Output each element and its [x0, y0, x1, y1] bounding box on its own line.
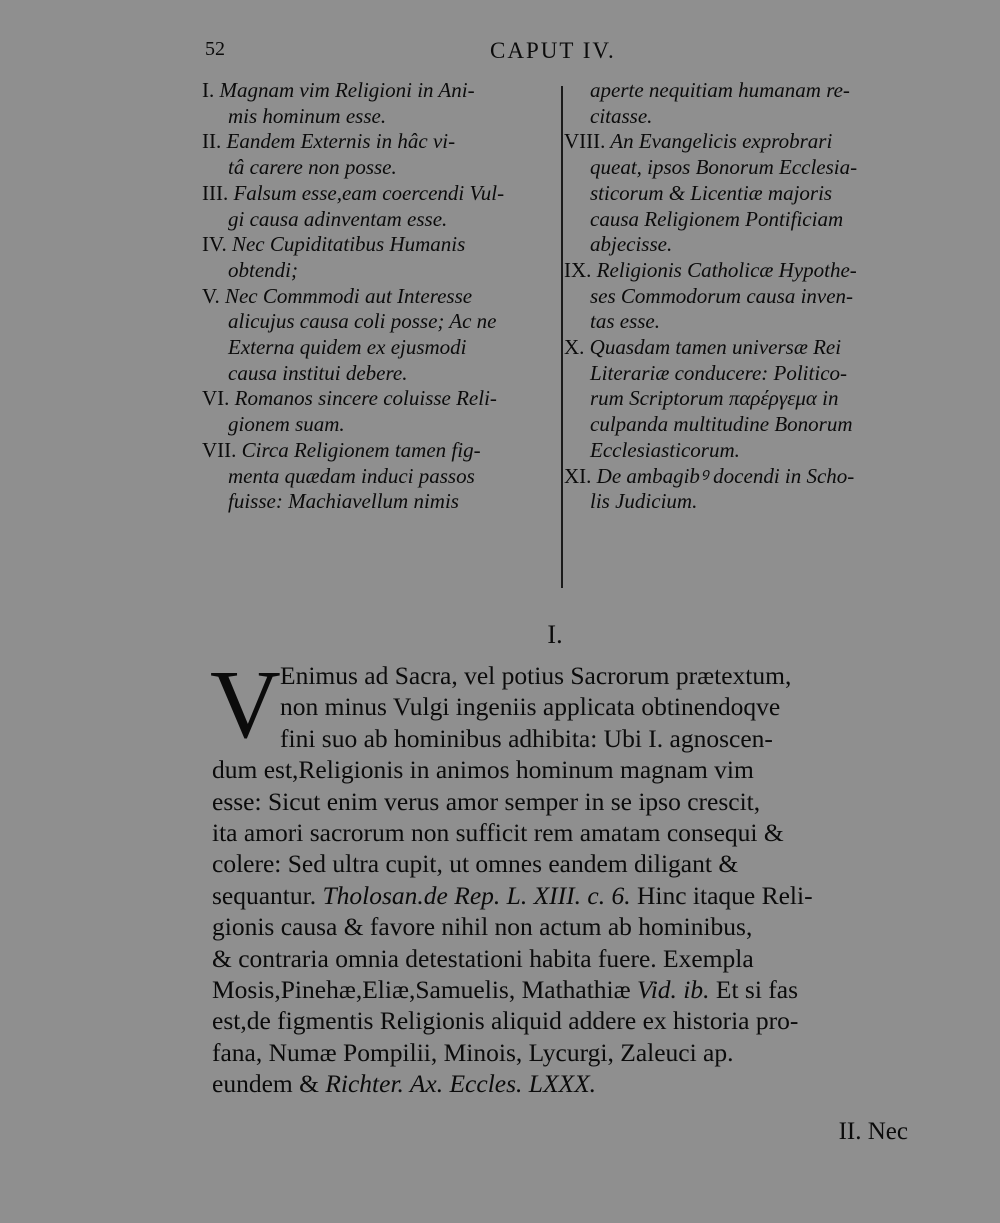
body-line: & contraria omnia detestationi habita fuere. Exempla: [212, 943, 754, 973]
body-line: dum est,Religionis in animos hominum magnam vim: [212, 755, 754, 785]
summary-line-text: mis hominum esse.: [228, 103, 387, 128]
summary-line-text: citasse.: [590, 103, 653, 128]
summary-item: [564, 129, 914, 258]
summary-line: [202, 489, 557, 515]
summary-item: [202, 181, 557, 232]
summary-line-text: Externa quidem ex ejusmodi: [228, 335, 467, 360]
summary-line-text: alicujus causa coli posse; Ac ne: [228, 309, 497, 334]
citation-reference: Vid. ib.: [637, 974, 710, 1004]
summary-line-text: gionem suam.: [228, 412, 345, 437]
body-line: fana, Numæ Pompilii, Minois, Lycurgi, Zaleuci ap.: [212, 1037, 734, 1067]
body-line: esse: Sicut enim verus amor semper in se ipso crescit,: [212, 786, 761, 816]
summary-line: [202, 181, 557, 207]
summary-line: [564, 258, 914, 284]
summary-line: [202, 386, 557, 412]
body-line-end: Et si fas: [709, 974, 799, 1004]
body-line: [212, 880, 912, 911]
summary-line: [564, 464, 914, 490]
summary-item: [564, 78, 914, 129]
summary-line-text: De ambagibꝰ docendi in Scho-: [596, 463, 855, 488]
summary-item-number: IX.: [564, 257, 592, 282]
summary-line: [202, 232, 557, 258]
body-line-start: sequantur.: [212, 880, 317, 910]
summary-line: [564, 489, 914, 515]
body-line: [212, 974, 912, 1005]
body-line: fini suo ab hominibus adhibita: Ubi I. agnoscen-: [280, 723, 773, 753]
summary-item-number: VII.: [202, 437, 237, 462]
summary-item: [202, 386, 557, 437]
summary-line-text: menta quædam induci passos: [228, 463, 475, 488]
summary-line-text: causa institui debere.: [228, 360, 408, 385]
summary-item: [202, 438, 557, 515]
summary-line: [564, 78, 914, 104]
summary-line-text: Religionis Catholicæ Hypothe-: [596, 257, 857, 282]
summary-line: [202, 464, 557, 490]
summary-line-text: abjecisse.: [590, 232, 673, 257]
summary-line-text: Eandem Externis in hâc vi-: [226, 129, 456, 154]
summary-line: [202, 78, 557, 104]
summary-line-text: sticorum & Licentiæ majoris: [590, 180, 833, 205]
body-line-start: Mosis,Pinehæ,Eliæ,Samuelis, Mathathiæ: [212, 974, 631, 1004]
summary-line: [564, 181, 914, 207]
summary-line-text: Quasdam tamen universæ Rei: [589, 335, 842, 360]
chapter-summary: [202, 78, 922, 598]
summary-line: [564, 335, 914, 361]
summary-line: [202, 104, 557, 130]
summary-item: [564, 258, 914, 335]
drop-cap: V: [210, 651, 281, 759]
summary-line-text: Magnam vim Religioni in Ani-: [219, 78, 475, 102]
body-line: est,de figmentis Religionis aliquid addere ex historia pro-: [212, 1006, 799, 1036]
summary-line: [202, 438, 557, 464]
summary-line: [202, 335, 557, 361]
summary-item-number: VIII.: [564, 129, 606, 154]
summary-line-text: An Evangelicis exprobrari: [610, 129, 833, 154]
catchword: II. Nec: [838, 1118, 908, 1145]
summary-line: [564, 129, 914, 155]
summary-line: [564, 232, 914, 258]
summary-line-text: lis Judicium.: [590, 489, 698, 514]
summary-item: [202, 78, 557, 129]
summary-line-text: causa Religionem Pontificiam: [590, 206, 844, 231]
summary-line: [202, 361, 557, 387]
summary-line-text: tas esse.: [590, 309, 660, 334]
summary-line: [564, 155, 914, 181]
summary-line: [202, 284, 557, 310]
summary-line: [564, 284, 914, 310]
summary-line: [564, 438, 914, 464]
summary-line-text: Falsum esse,eam coercendi Vul-: [233, 180, 505, 205]
body-line: [212, 1068, 912, 1099]
summary-line-text: Ecclesiasticorum.: [590, 437, 740, 462]
summary-line: [202, 412, 557, 438]
column-divider: [561, 86, 563, 588]
body-line: Enimus ad Sacra, vel potius Sacrorum prætextum,: [280, 661, 792, 690]
body-line-end: Hinc itaque Reli-: [630, 880, 813, 910]
summary-line-text: Circa Religionem tamen fig-: [241, 437, 481, 462]
page-number: 52: [205, 38, 225, 60]
summary-item: [202, 129, 557, 180]
summary-item: [202, 284, 557, 387]
summary-line: [202, 129, 557, 155]
summary-item: [202, 232, 557, 283]
summary-line-text: gi causa adinventam esse.: [228, 206, 448, 231]
summary-item-number: XI.: [564, 463, 592, 488]
summary-item-number: II.: [202, 129, 222, 154]
body-line: gionis causa & favore nihil non actum ab hominibus,: [212, 912, 753, 942]
summary-item-number: VI.: [202, 386, 230, 411]
summary-item-number: III.: [202, 180, 229, 205]
summary-line-text: obtendi;: [228, 257, 298, 282]
summary-line: [564, 386, 914, 412]
summary-line-text: Nec Cupiditatibus Humanis: [231, 232, 466, 257]
summary-item: [564, 335, 914, 464]
summary-line-text: Nec Commmodi aut Interesse: [224, 283, 473, 308]
summary-line: [202, 309, 557, 335]
summary-item-number: V.: [202, 283, 220, 308]
summary-line: [564, 412, 914, 438]
summary-item: [564, 464, 914, 515]
summary-right-column: [564, 78, 914, 515]
summary-line-text: tâ carere non posse.: [228, 155, 397, 180]
summary-line-text: queat, ipsos Bonorum Ecclesia-: [590, 155, 858, 180]
summary-item-number: I.: [202, 78, 215, 102]
summary-left-column: [202, 78, 557, 515]
summary-line-text: culpanda multitudine Bonorum: [590, 412, 853, 437]
summary-line: [564, 207, 914, 233]
summary-item-number: IV.: [202, 232, 227, 257]
summary-line: [564, 361, 914, 387]
body-line: non minus Vulgi ingeniis applicata obtinendoqve: [280, 692, 781, 722]
body-line: colere: Sed ultra cupit, ut omnes eandem diligant &: [212, 849, 739, 879]
summary-line: [564, 309, 914, 335]
summary-line-text: aperte nequitiam humanam re-: [590, 78, 850, 102]
summary-line-text: Romanos sincere coluisse Reli-: [234, 386, 497, 411]
summary-line-text: Literariæ conducere: Politico-: [590, 360, 848, 385]
summary-line-text: ses Commodorum causa inven-: [590, 283, 854, 308]
summary-line: [202, 207, 557, 233]
summary-line: [564, 104, 914, 130]
body-line: ita amori sacrorum non sufficit rem amatam consequi &: [212, 817, 784, 847]
summary-line: [202, 155, 557, 181]
citation-reference: Tholosan.de Rep. L. XIII. c. 6.: [322, 880, 631, 910]
section-heading: I.: [547, 620, 563, 649]
summary-item-number: X.: [564, 335, 585, 360]
chapter-title: CAPUT IV.: [490, 38, 616, 63]
citation-reference: Richter. Ax. Eccles. LXXX.: [325, 1069, 597, 1099]
body-text: [210, 651, 912, 1099]
body-line-start: eundem &: [212, 1069, 319, 1099]
summary-line: [202, 258, 557, 284]
page-header: [205, 38, 925, 68]
summary-line-text: fuisse: Machiavellum nimis: [228, 489, 459, 514]
summary-line-text: rum Scriptorum παρέργεμα in: [590, 386, 839, 411]
